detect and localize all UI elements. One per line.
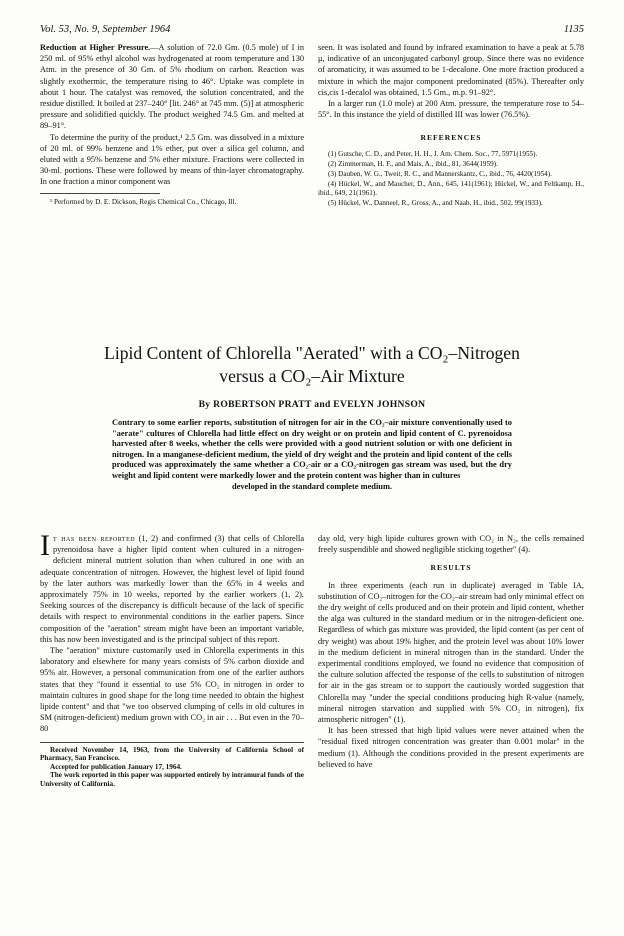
abstract-last-line: developed in the standard complete medium. [231, 481, 393, 491]
reference-item: (3) Dauben, W. G., Tweit, R. C., and Mannerskantz, C., ibid., 76, 4420(1954). [328, 169, 552, 178]
footnote-text: ¹ Performed by D. E. Dickson, Regis Chemical Co., Chicago, Ill. [50, 197, 237, 206]
reference-item: (4) Hückel, W., and Maucher, D., Ann., 645, 141(1961); Hückel, W., and Feltkamp, H., ibid., 649, 21(1961). [318, 179, 584, 198]
previous-article-right-column [318, 42, 584, 209]
journal-citation: Vol. 53, No. 9, September 1964 [40, 24, 171, 35]
article-left-column [40, 529, 304, 789]
paragraph-text: (1, 2) and confirmed (3) that cells of Chlorella pyrenoidosa have a higher lipid content when cultured in a nitrogen-deficient mineral nutrient solution than when cultured in one with an adequate concentration of nitrogen. However, the highest level of lipid found by the later authors was markedly lower than the 65% in 4 weeks and approximately 75% in 10 weeks, reported by the earlier workers (1, 2). Seeking sources of the discrepancy is difficult because of the lack of specific details with respect to environmental conditions in the earlier papers. Since composition of the "aeration" stream might have been an important variable, this has now been investigated and is the principal subject of this report. [40, 534, 304, 644]
abstract [112, 418, 512, 492]
paragraph: day old, very high lipide cultures grown with CO₂ in N₂, the cells remained freely suspendible and showed negligible sticking together" (4). [318, 534, 584, 555]
article-right-column [318, 533, 584, 770]
article-title-line-2: versus a CO₂–Air Mixture [219, 366, 405, 386]
paragraph [40, 42, 304, 132]
paragraph: In a larger run (1.0 mole) at 200 Atm. pressure, the temperature rose to 54–55°. In this instance the yield of distilled III was lower (76.5%). [318, 99, 584, 120]
paragraph-text: —A solution of 72.0 Gm. (0.5 mole) of I in 250 ml. of 95% ethyl alcohol was hydrogenated at room temperature and 130 Atm. in the presence of 30 Gm. of 5% rhodium on carbon. Reaction was slightly exothermic, the temperature rising to 46°. Uptake was complete in about 1 hour. The catalyst was removed, the solution concentrated, and the residue distilled. It boiled at 237–240° [lit. 246° at 745 mm. (5)] at atmospheric pressure and solidified quickly. The product weighed 74.5 Gm. and melted at 89–91°. [40, 43, 304, 131]
footnote [40, 193, 237, 207]
received-note [40, 742, 304, 789]
opening-paragraph [40, 529, 304, 645]
paragraph: In three experiments (each run in duplicate) averaged in Table IA, substitution of CO₂–nitrogen for the CO₂–air stream had only minimal effect on the dry weight of cells produced and on their protein and lipid content, whether the alga was cultured in the standard medium or in the nitrogen-deficient one. Regardless of which gas mixture was provided, the lipid content (as per cent of dry weight) was about 19% higher, and the protein level was about 10% lower in the medium deficient in mineral nitrogen than in the standard. Under the experimental conditions employed, we found no evidence that composition of the culture solution affected the response of the cells to substitution of nitrogen for air in the gas stream or to support the cautiously worded suggestion that Chlorella may "under the special conditions producing high R-value (namely, mineral nitrogen starvation and supplied with 5% CO₂ in nitrogen), fix atmospheric nitrogen" (1). [318, 580, 584, 725]
running-header [40, 24, 584, 40]
article-title [40, 342, 584, 388]
article-authors: By ROBERTSON PRATT and EVELYN JOHNSON [198, 399, 426, 410]
funding-line: The work reported in this paper was supported entirely by intramural funds of the University of California. [40, 771, 304, 789]
paragraph: seen. It was isolated and found by infrared examination to have a peak at 5.78 μ, indicative of an unconjugated carbonyl group. Since there was no evidence of aromaticity, it was assumed to be 1-decalone. One more fraction produced a mixture in which the major component predominated (85%). Thereafter only cis,cis 1-decalol was obtained, 1.5 Gm., m.p. 91–92°. [318, 43, 584, 97]
received-line: Received November 14, 1963, from the University of California School of Pharmacy, San Francisco. [40, 745, 304, 763]
references-list [318, 150, 584, 209]
paragraph: To determine the purity of the product,¹ 2.5 Gm. was dissolved in a mixture of 20 ml. of 99% benzene and 1% ether, put over a silica gel column, and eluted with a 95% benzene and 5% ether mixture. Fractions were collected in 30-ml. portions. These were followed by means of thin-layer chromatography. In one fraction a minor component was [40, 132, 304, 187]
reference-item: (5) Hückel, W., Danneel, R., Gross, A., and Naab, H., ibid., 502, 99(1933). [328, 199, 543, 208]
drop-cap: I [40, 529, 50, 562]
section-run-in-heading: Reduction at Higher Pressure. [40, 43, 151, 52]
reference-item: (1) Gutsche, C. D., and Peter, H. H., J. Am. Chem. Soc., 77, 5971(1955). [328, 149, 538, 158]
paragraph: The "aeration" mixture customarily used in Chlorella experiments in this laboratory and elsewhere for many years consists of 5% carbon dioxide and 95% air. However, a personal communication from one of the earlier authors states that they "found it essential to use 5% CO₂ in nitrogen in order to maintain cultures in good shape for the long time needed to obtain the highest lipide content" and that "we too observed clumping of cells in old cultures in SM (nitrogen-deficient) medium grown with CO₂ in air . . . But even in the 70–80 [40, 646, 304, 734]
reference-item: (2) Zimmerman, H. F., and Mais, A., ibid., 81, 3644(1959). [328, 159, 498, 168]
paragraph: It has been stressed that high lipid values were never attained when the "residual fixed nitrogen concentration was greater than 0.001 molar" in the medium (1). Although the conditions provided in the present experiments are believed to have [318, 726, 584, 769]
references-heading: REFERENCES [420, 133, 482, 143]
accepted-line: Accepted for publication January 17, 1964. [50, 762, 182, 771]
abstract-text: Contrary to some earlier reports, substitution of nitrogen for air in the CO₂–air mixture conventionally used to "aerate" cultures of Chlorella had little effect on dry weight or on protein and lipid content of C. pyrenoidosa harvested after 8 weeks, whether the cells were provided with a good nutrient solution or with one deficient in nitrogen. In a manganese-deficient medium, the yield of dry weight and the protein and lipid content of the cells produced was approximately the same whether a CO₂-air or a CO₂-nitrogen gas stream was used, but the dry weight and lipid content were markedly lower and the protein content was higher than in cultures [112, 418, 512, 480]
results-heading: RESULTS [430, 563, 472, 573]
page-number: 1135 [563, 24, 584, 35]
article-title-line-1: Lipid Content of Chlorella "Aerated" with a CO₂–Nitrogen [104, 343, 520, 363]
previous-article-left-column [40, 42, 304, 207]
opening-small-caps: t has been reported [53, 534, 136, 543]
